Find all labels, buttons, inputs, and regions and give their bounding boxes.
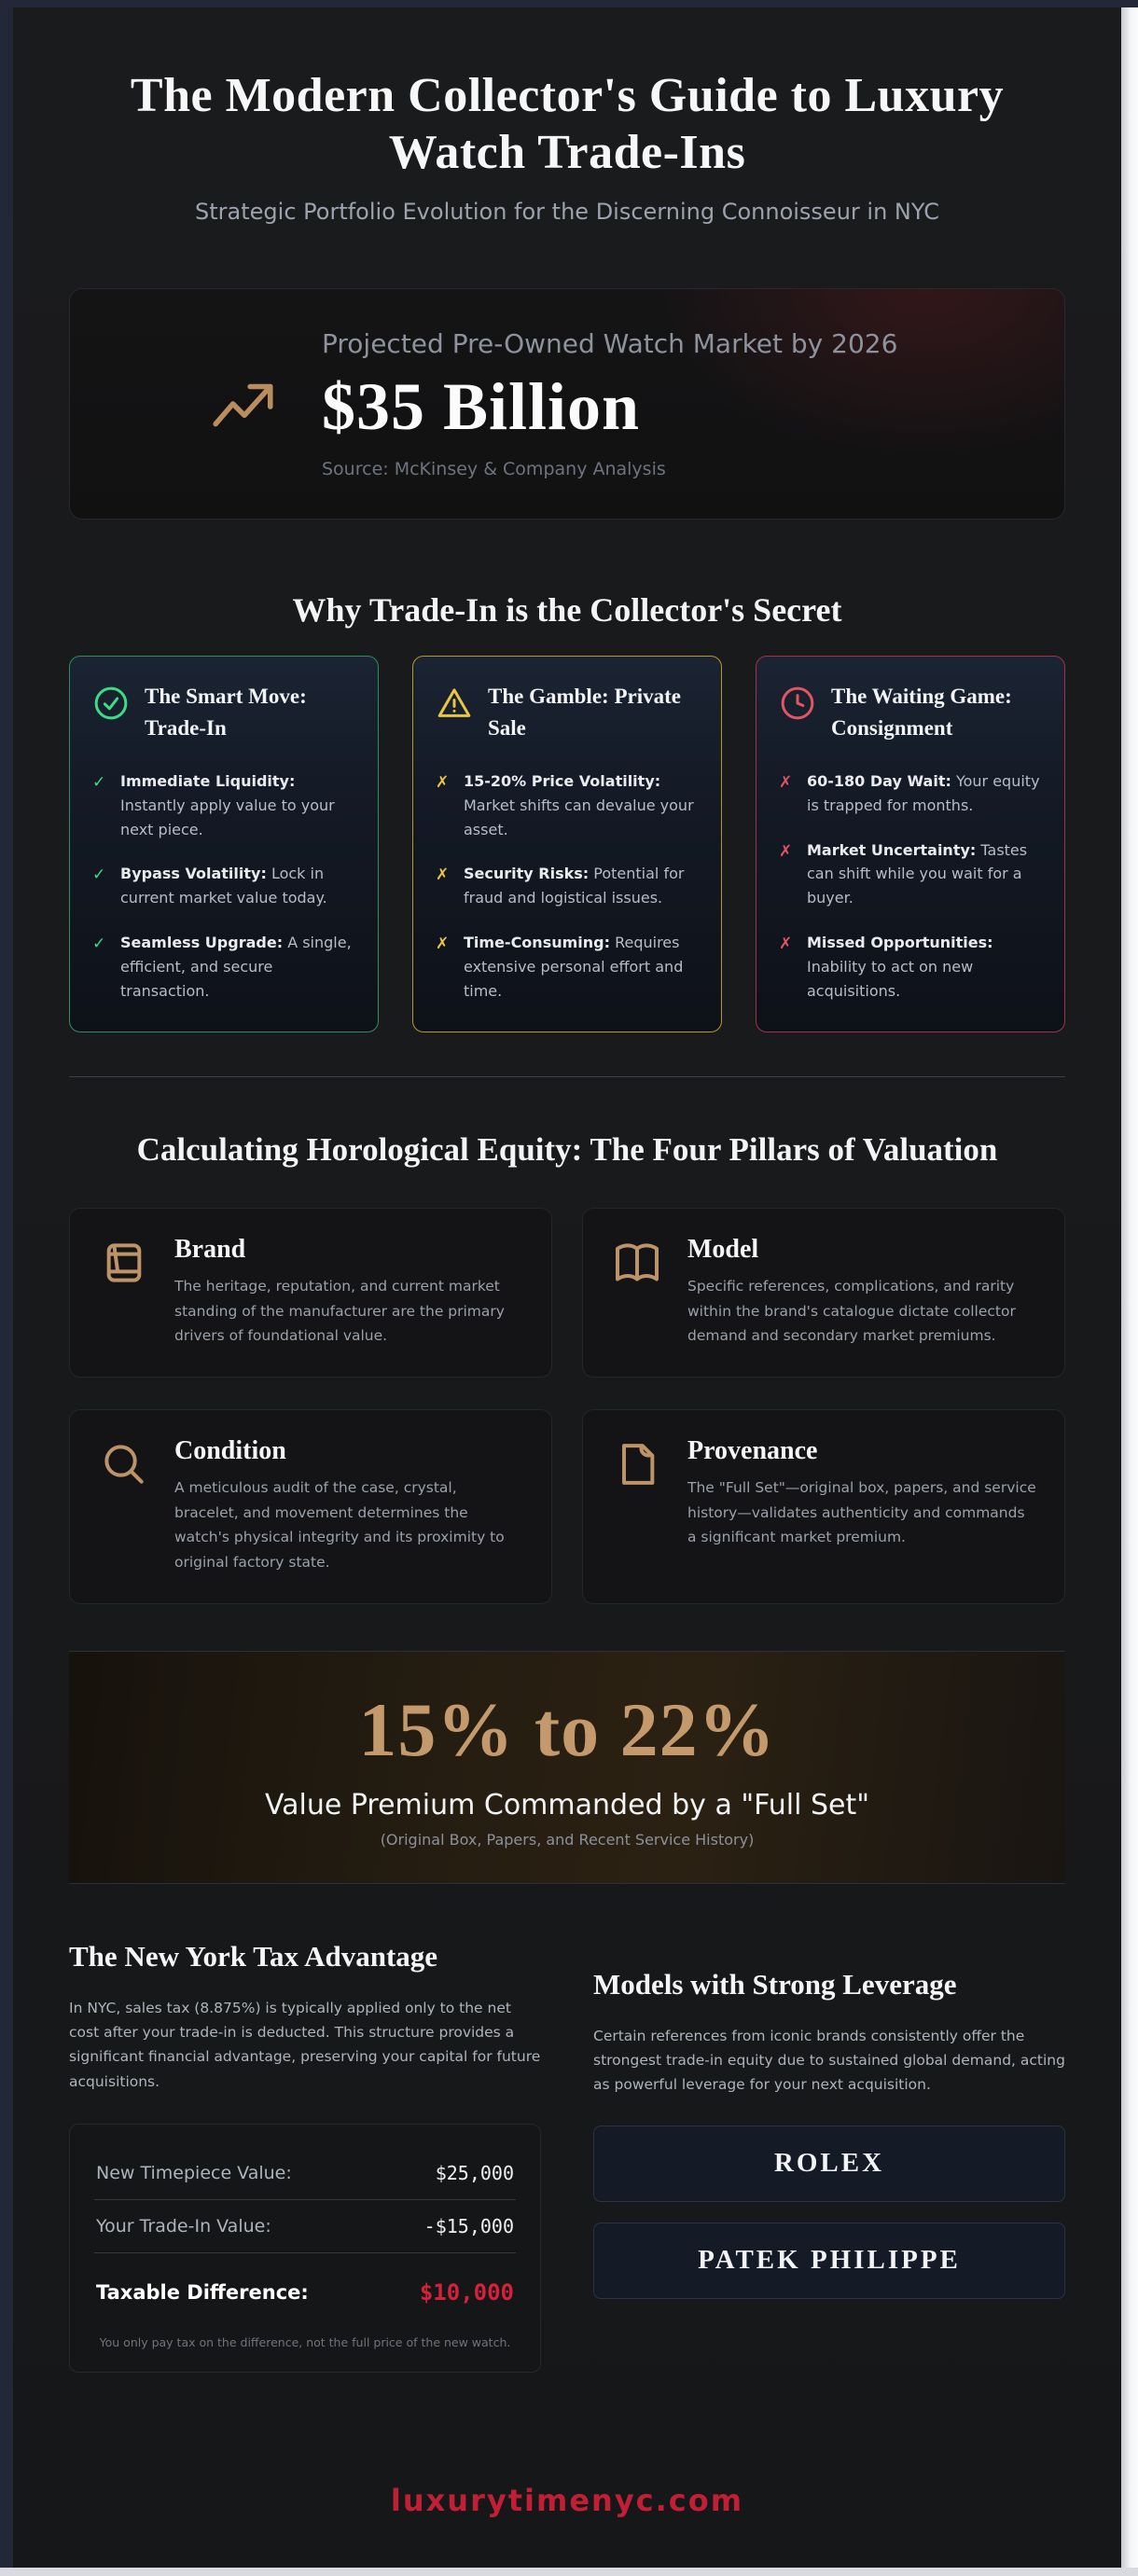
leverage-paragraph: Certain references from iconic brands consistently offer the strongest trade-in equity due to sustained global demand, acting as powerful leverage for your next acquisition. [593,2027,1065,2094]
stat-label: Projected Pre-Owned Watch Market by 2026 [322,327,898,359]
premium-value: 15% to 22% [358,1686,776,1772]
pillar-title: Condition [174,1435,286,1465]
infographic-page [13,7,1121,2568]
premium-banner [69,1651,1065,1884]
stat-value: $35 Billion [322,368,641,444]
list-item: ✗ Missed Opportunities: Inability to act on new acquisitions. [779,931,1042,1004]
website-link[interactable]: luxurytimenyc.com [390,2483,744,2519]
pillar-text: The "Full Set"—original box, papers, and service history—validates authenticity and commands a significant market premium. [687,1478,1036,1546]
cross-mark-icon: ✗ [779,935,793,954]
comparison-heading: Why Trade-In is the Collector's Secret [292,590,842,629]
brand-chip-patek-philippe[interactable]: PATEK PHILIPPE [593,2223,1065,2299]
scrollbar[interactable] [1121,7,1138,2568]
calc-row-taxable-difference: Taxable Difference: $10,000 [96,2278,514,2306]
cross-mark-icon: ✗ [779,841,793,861]
calc-note: You only pay tax on the difference, not the full price of the new watch. [99,2334,511,2349]
pillar-condition [69,1409,552,1604]
pillar-model [582,1208,1065,1378]
clock-icon [779,685,816,722]
pillar-title: Model [687,1234,759,1264]
tax-calc-box [69,2124,541,2373]
pillar-title: Brand [174,1234,246,1264]
market-stat-card [69,288,1065,519]
open-book-icon [611,1237,663,1289]
comparison-grid [69,656,1065,1032]
pillar-provenance [582,1409,1065,1604]
window-bottom-edge [0,2568,1138,2576]
tax-heading: The New York Tax Advantage [69,1939,438,1973]
stat-source: Source: McKinsey & Company Analysis [322,458,666,479]
watch-case-icon [98,1237,150,1289]
hero-header [69,7,1065,225]
tax-advantage-column [69,1940,541,2374]
list-item: ✓ Immediate Liquidity: Instantly apply value to your next piece. [92,769,355,842]
card-title: The Smart Move: Trade-In [145,684,307,741]
pillar-text: Specific references, complications, and rarity within the brand's catalogue dictate collector demand and secondary market premiums. [687,1277,1016,1345]
list-item: ✗ Market Uncertainty: Tastes can shift while you wait for a buyer. [779,838,1042,911]
pillars-heading: Calculating Horological Equity: The Four Pillars of Valuation [136,1130,998,1168]
check-mark-icon: ✓ [92,866,106,885]
check-mark-icon: ✓ [92,772,106,792]
page-title: The Modern Collector's Guide to Luxury Watch Trade-Ins [130,69,1005,180]
card-title: The Gamble: Private Sale [488,684,681,741]
pillar-text: The heritage, reputation, and current market standing of the manufacturer are the primary drivers of foundational value. [174,1277,505,1345]
list-item: ✗ 60-180 Day Wait: Your equity is trapped for months. [779,769,1042,818]
calc-row-new-value: New Timepiece Value: $25,000 [94,2147,516,2200]
check-circle-icon [92,685,130,722]
cross-mark-icon: ✗ [436,866,450,885]
warning-triangle-icon [436,685,473,722]
calc-row-trade-in: Your Trade-In Value: -$15,000 [94,2200,516,2253]
check-mark-icon: ✓ [92,935,106,954]
list-item: ✗ 15-20% Price Volatility: Market shifts can devalue your asset. [436,769,699,842]
card-trade-in [69,656,379,1032]
cross-mark-icon: ✗ [436,935,450,954]
document-icon [611,1438,663,1490]
cross-mark-icon: ✗ [436,772,450,792]
premium-label: Value Premium Commanded by a "Full Set" [264,1788,870,1821]
card-title: The Waiting Game: Consignment [831,684,1012,741]
list-item: ✗ Security Risks: Potential for fraud and logistical issues. [436,862,699,910]
leverage-column [593,1940,1065,2374]
taxable-difference-value: $10,000 [419,2278,514,2306]
list-item: ✗ Time-Consuming: Requires extensive personal effort and time. [436,931,699,1004]
trending-up-icon [210,369,279,438]
premium-caption: (Original Box, Papers, and Recent Service History) [380,1830,755,1849]
cross-mark-icon: ✗ [779,772,793,792]
list-item: ✓ Bypass Volatility: Lock in current market value today. [92,862,355,910]
tax-paragraph: In NYC, sales tax (8.875%) is typically applied only to the net cost after your trade-in is deducted. This structure provides a significant financial advantage, preserving your capital for future acquisitions. [69,1999,541,2090]
pillar-title: Provenance [687,1435,818,1465]
magnifier-icon [98,1438,150,1490]
pillars-grid [69,1208,1065,1604]
brand-chip-rolex[interactable]: ROLEX [593,2126,1065,2202]
leverage-heading: Models with Strong Leverage [593,1967,957,2001]
page-footer [69,2483,1065,2555]
card-consignment [756,656,1065,1032]
pillar-brand [69,1208,552,1378]
card-private-sale [412,656,722,1032]
section-divider [69,1076,1065,1077]
pillar-text: A meticulous audit of the case, crystal, bracelet, and movement determines the watch's physical integrity and its proximity to original factory state. [174,1478,505,1571]
page-subtitle: Strategic Portfolio Evolution for the Discerning Connoisseur in NYC [195,198,939,225]
list-item: ✓ Seamless Upgrade: A single, efficient, and secure transaction. [92,931,355,1004]
